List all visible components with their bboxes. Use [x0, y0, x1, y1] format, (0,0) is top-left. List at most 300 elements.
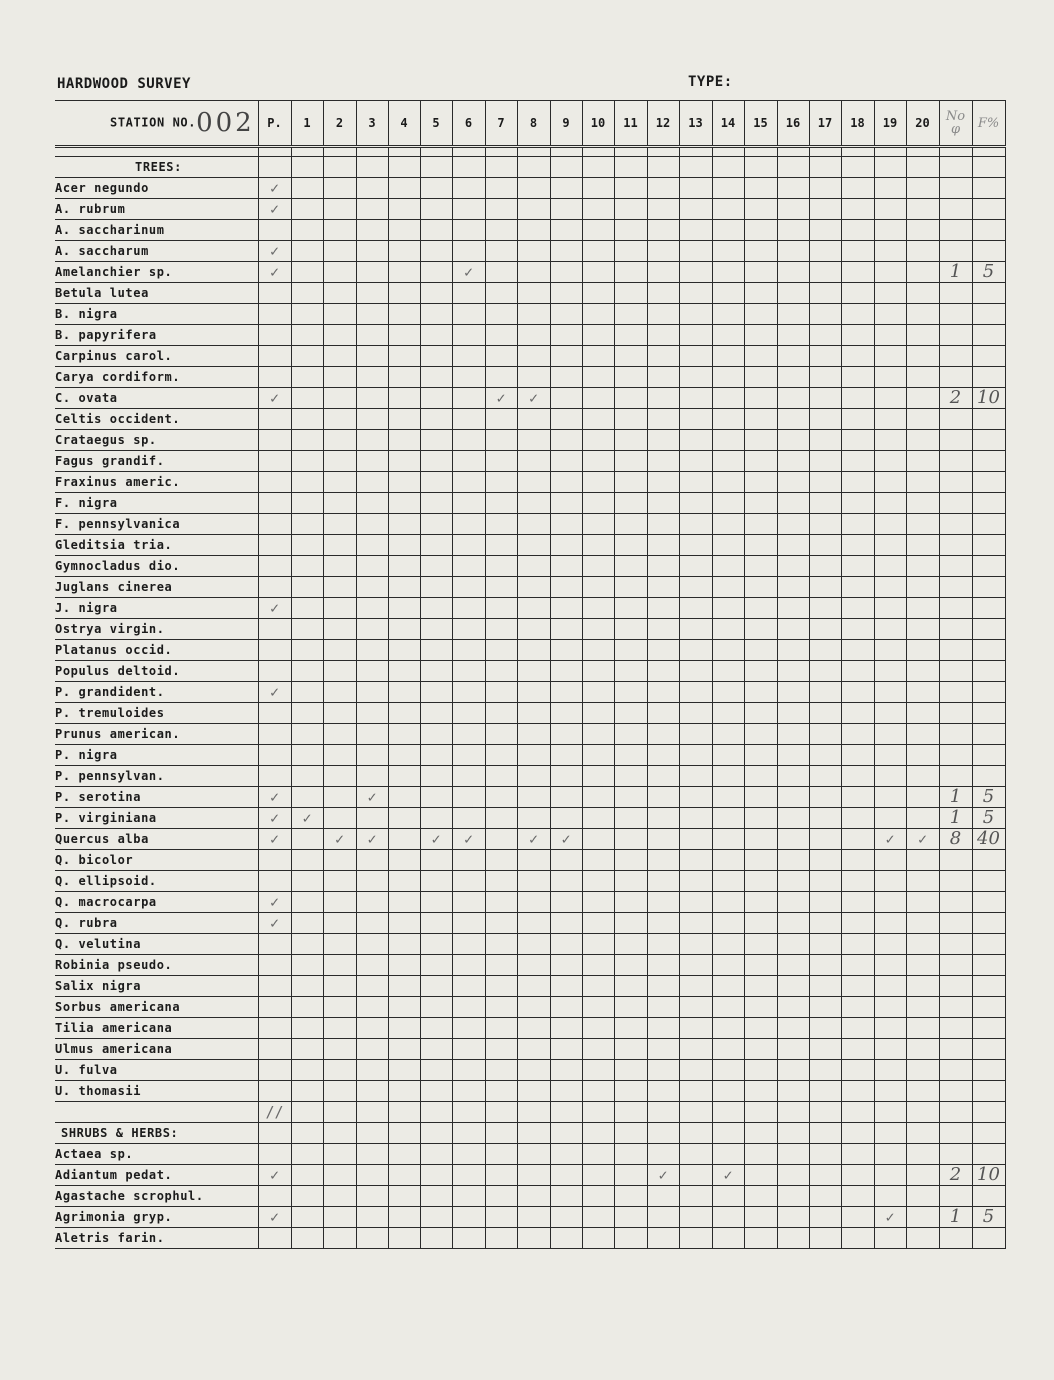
empty-cell	[582, 472, 614, 493]
no-count-cell	[939, 409, 972, 430]
empty-cell	[712, 409, 744, 430]
empty-cell	[906, 745, 939, 766]
empty-cell	[647, 892, 679, 913]
empty-cell	[614, 157, 647, 178]
empty-cell	[485, 724, 517, 745]
empty-cell	[647, 640, 679, 661]
p-cell	[258, 1123, 291, 1144]
empty-cell	[517, 556, 550, 577]
empty-cell	[550, 997, 582, 1018]
empty-cell	[517, 178, 550, 199]
empty-cell	[614, 1207, 647, 1228]
empty-cell	[712, 976, 744, 997]
empty-cell	[420, 808, 452, 829]
empty-cell	[841, 1207, 874, 1228]
species-row	[55, 577, 1005, 598]
empty-cell	[614, 283, 647, 304]
p-check-cell: ✓	[258, 598, 291, 619]
empty-cell	[906, 997, 939, 1018]
empty-cell	[647, 1102, 679, 1123]
empty-cell	[614, 1039, 647, 1060]
empty-cell	[777, 514, 809, 535]
empty-cell	[291, 157, 323, 178]
empty-cell	[777, 304, 809, 325]
empty-cell	[582, 682, 614, 703]
empty-cell	[452, 1207, 485, 1228]
empty-cell	[614, 661, 647, 682]
empty-cell	[809, 745, 841, 766]
empty-cell	[874, 892, 906, 913]
p-check-cell	[258, 1228, 291, 1249]
species-row	[55, 556, 1005, 577]
species-name: J. nigra	[55, 598, 258, 619]
species-row	[55, 241, 1005, 262]
empty-cell	[420, 955, 452, 976]
empty-cell	[452, 1186, 485, 1207]
empty-cell	[874, 157, 906, 178]
empty-cell	[809, 1039, 841, 1060]
empty-cell	[712, 283, 744, 304]
empty-cell	[647, 304, 679, 325]
empty-cell	[517, 220, 550, 241]
empty-cell	[323, 976, 356, 997]
empty-cell	[712, 325, 744, 346]
empty-cell	[550, 1144, 582, 1165]
empty-cell	[647, 283, 679, 304]
empty-cell	[291, 1144, 323, 1165]
empty-cell	[712, 997, 744, 1018]
empty-cell	[744, 724, 777, 745]
empty-cell	[582, 1060, 614, 1081]
empty-cell	[712, 451, 744, 472]
empty-cell	[291, 178, 323, 199]
empty-cell	[614, 178, 647, 199]
empty-cell	[291, 1228, 323, 1249]
no-count-cell	[939, 850, 972, 871]
empty-cell	[874, 1039, 906, 1060]
empty-cell	[777, 703, 809, 724]
column-number-header: 3	[356, 101, 388, 147]
empty-cell	[485, 493, 517, 514]
empty-cell	[712, 745, 744, 766]
empty-cell	[485, 661, 517, 682]
empty-cell	[647, 199, 679, 220]
empty-cell	[550, 850, 582, 871]
empty-cell	[614, 913, 647, 934]
empty-cell	[420, 535, 452, 556]
species-name: F. pennsylvanica	[55, 514, 258, 535]
empty-cell	[323, 535, 356, 556]
empty-cell	[356, 724, 388, 745]
empty-cell	[777, 283, 809, 304]
species-name: U. fulva	[55, 1060, 258, 1081]
empty-cell	[291, 787, 323, 808]
empty-cell	[323, 409, 356, 430]
empty-cell	[452, 1144, 485, 1165]
empty-cell	[582, 913, 614, 934]
empty-cell	[452, 577, 485, 598]
species-name: F. nigra	[55, 493, 258, 514]
empty-cell	[550, 1018, 582, 1039]
empty-cell	[452, 682, 485, 703]
empty-cell	[452, 325, 485, 346]
freq-cell	[972, 934, 1005, 955]
empty-cell	[712, 178, 744, 199]
p-check-cell	[258, 409, 291, 430]
empty-cell	[809, 682, 841, 703]
empty-cell	[388, 178, 420, 199]
empty-cell	[712, 724, 744, 745]
empty-cell	[291, 220, 323, 241]
empty-cell	[679, 556, 712, 577]
empty-cell	[388, 556, 420, 577]
no-count-cell	[939, 1228, 972, 1249]
empty-cell	[452, 304, 485, 325]
p-check-cell: ✓	[258, 199, 291, 220]
empty-cell	[452, 1165, 485, 1186]
empty-cell	[744, 703, 777, 724]
empty-cell	[550, 913, 582, 934]
empty-cell	[452, 1039, 485, 1060]
empty-cell	[906, 556, 939, 577]
empty-cell	[485, 472, 517, 493]
freq-cell	[972, 1228, 1005, 1249]
empty-cell	[679, 346, 712, 367]
empty-cell	[517, 325, 550, 346]
empty-cell	[582, 241, 614, 262]
check-mark-cell: ✓	[323, 829, 356, 850]
empty-cell	[582, 409, 614, 430]
empty-cell	[388, 850, 420, 871]
empty-cell	[614, 766, 647, 787]
empty-cell	[582, 367, 614, 388]
empty-cell	[582, 535, 614, 556]
empty-cell	[679, 1186, 712, 1207]
empty-cell	[777, 220, 809, 241]
species-row	[55, 934, 1005, 955]
species-name: A. rubrum	[55, 199, 258, 220]
empty-cell	[485, 147, 517, 157]
empty-cell	[323, 1165, 356, 1186]
empty-cell	[614, 577, 647, 598]
empty-cell	[874, 619, 906, 640]
empty-cell	[582, 199, 614, 220]
p-check-cell: ✓	[258, 913, 291, 934]
empty-cell	[550, 682, 582, 703]
empty-cell	[323, 1123, 356, 1144]
no-count-cell: 1	[939, 787, 972, 808]
empty-cell	[777, 955, 809, 976]
empty-cell	[323, 388, 356, 409]
empty-cell	[679, 934, 712, 955]
empty-cell	[712, 703, 744, 724]
check-mark-cell: ✓	[712, 1165, 744, 1186]
empty-cell	[906, 157, 939, 178]
empty-cell	[485, 1039, 517, 1060]
empty-cell	[517, 1039, 550, 1060]
empty-cell	[582, 703, 614, 724]
empty-cell	[291, 640, 323, 661]
empty-cell	[356, 1165, 388, 1186]
empty-cell	[485, 556, 517, 577]
empty-cell	[291, 535, 323, 556]
p-check-cell	[258, 871, 291, 892]
empty-cell	[517, 976, 550, 997]
empty-cell	[679, 577, 712, 598]
empty-cell	[647, 1039, 679, 1060]
column-number-header: 5	[420, 101, 452, 147]
empty-cell	[679, 388, 712, 409]
empty-cell	[420, 514, 452, 535]
empty-cell	[420, 598, 452, 619]
empty-cell	[420, 997, 452, 1018]
empty-cell	[517, 1186, 550, 1207]
empty-cell	[841, 388, 874, 409]
empty-cell	[356, 1018, 388, 1039]
empty-cell	[777, 147, 809, 157]
empty-cell	[388, 367, 420, 388]
empty-cell	[517, 934, 550, 955]
empty-cell	[712, 892, 744, 913]
empty-cell	[420, 850, 452, 871]
empty-cell	[777, 367, 809, 388]
empty-cell	[841, 913, 874, 934]
no-count-cell	[939, 178, 972, 199]
empty-cell	[614, 871, 647, 892]
empty-cell	[485, 157, 517, 178]
empty-cell	[582, 451, 614, 472]
empty-cell	[550, 766, 582, 787]
gap-row	[55, 147, 1005, 157]
empty-cell	[712, 640, 744, 661]
empty-cell	[679, 178, 712, 199]
empty-cell	[906, 514, 939, 535]
no-count-cell	[939, 493, 972, 514]
empty-cell	[291, 304, 323, 325]
empty-cell	[906, 661, 939, 682]
empty-cell	[420, 619, 452, 640]
empty-cell	[809, 850, 841, 871]
empty-cell	[420, 220, 452, 241]
species-row	[55, 283, 1005, 304]
empty-cell	[614, 808, 647, 829]
empty-cell	[388, 766, 420, 787]
empty-cell	[777, 829, 809, 850]
empty-cell	[582, 1228, 614, 1249]
species-name: Celtis occident.	[55, 409, 258, 430]
species-row	[55, 388, 1005, 409]
empty-cell	[841, 1186, 874, 1207]
empty-cell	[550, 388, 582, 409]
empty-cell	[841, 808, 874, 829]
empty-cell	[452, 535, 485, 556]
station-label: STATION NO.	[110, 115, 197, 130]
empty-cell	[647, 493, 679, 514]
empty-cell	[906, 388, 939, 409]
empty-cell	[388, 703, 420, 724]
species-row	[55, 1228, 1005, 1249]
check-mark-cell: ✓	[356, 787, 388, 808]
empty-cell	[809, 1228, 841, 1249]
empty-cell	[420, 472, 452, 493]
no-count-cell	[939, 304, 972, 325]
empty-cell	[517, 682, 550, 703]
empty-cell	[323, 178, 356, 199]
empty-cell	[679, 325, 712, 346]
empty-cell	[841, 661, 874, 682]
freq-cell	[972, 976, 1005, 997]
species-name: Juglans cinerea	[55, 577, 258, 598]
freq-cell	[972, 514, 1005, 535]
empty-cell	[550, 409, 582, 430]
empty-cell	[809, 661, 841, 682]
empty-cell	[679, 1165, 712, 1186]
empty-cell	[874, 199, 906, 220]
empty-cell	[679, 619, 712, 640]
empty-cell	[485, 325, 517, 346]
empty-cell	[906, 472, 939, 493]
empty-cell	[906, 1060, 939, 1081]
empty-cell	[679, 724, 712, 745]
empty-cell	[582, 283, 614, 304]
empty-cell	[744, 871, 777, 892]
empty-cell	[712, 388, 744, 409]
empty-cell	[388, 1207, 420, 1228]
empty-cell	[614, 535, 647, 556]
empty-cell	[485, 1123, 517, 1144]
empty-cell	[582, 892, 614, 913]
empty-cell	[906, 220, 939, 241]
no-count-cell	[939, 556, 972, 577]
empty-cell	[712, 220, 744, 241]
empty-cell	[452, 997, 485, 1018]
empty-cell	[356, 367, 388, 388]
empty-cell	[356, 1186, 388, 1207]
p-check-cell	[258, 346, 291, 367]
empty-cell	[809, 619, 841, 640]
empty-cell	[388, 147, 420, 157]
empty-cell	[841, 640, 874, 661]
empty-cell	[582, 1102, 614, 1123]
column-number-header: 12	[647, 101, 679, 147]
empty-cell	[291, 1039, 323, 1060]
empty-cell	[356, 388, 388, 409]
empty-cell	[517, 514, 550, 535]
empty-cell	[356, 766, 388, 787]
empty-cell	[874, 325, 906, 346]
freq-cell	[972, 640, 1005, 661]
empty-cell	[614, 703, 647, 724]
empty-cell	[679, 1039, 712, 1060]
empty-cell	[356, 1144, 388, 1165]
empty-cell	[744, 367, 777, 388]
empty-cell	[647, 1186, 679, 1207]
empty-cell	[906, 1228, 939, 1249]
empty-cell	[874, 220, 906, 241]
empty-cell	[679, 871, 712, 892]
empty-cell	[679, 787, 712, 808]
empty-cell	[582, 262, 614, 283]
species-name: Fagus grandif.	[55, 451, 258, 472]
empty-cell	[614, 1144, 647, 1165]
column-number-header: 8	[517, 101, 550, 147]
empty-cell	[420, 934, 452, 955]
empty-cell	[841, 1144, 874, 1165]
empty-cell	[906, 955, 939, 976]
empty-cell	[323, 1144, 356, 1165]
empty-cell	[744, 1018, 777, 1039]
empty-cell	[906, 850, 939, 871]
empty-cell	[582, 1207, 614, 1228]
species-row	[55, 976, 1005, 997]
no-sub-label: φ	[950, 122, 961, 137]
empty-cell	[809, 1018, 841, 1039]
empty-cell	[485, 598, 517, 619]
empty-cell	[420, 493, 452, 514]
empty-cell	[874, 1144, 906, 1165]
empty-cell	[550, 325, 582, 346]
empty-cell	[777, 724, 809, 745]
empty-cell	[388, 1018, 420, 1039]
empty-cell	[874, 787, 906, 808]
empty-cell	[841, 787, 874, 808]
species-row	[55, 619, 1005, 640]
empty-cell	[291, 724, 323, 745]
freq-cell	[972, 1060, 1005, 1081]
p-check-cell: ✓	[258, 178, 291, 199]
empty-cell	[323, 1186, 356, 1207]
empty-cell	[712, 619, 744, 640]
empty-cell	[356, 220, 388, 241]
empty-cell	[582, 724, 614, 745]
empty-cell	[841, 1039, 874, 1060]
empty-cell	[744, 556, 777, 577]
empty-cell	[291, 1186, 323, 1207]
empty-cell	[679, 493, 712, 514]
empty-cell	[356, 241, 388, 262]
species-name: P. serotina	[55, 787, 258, 808]
empty-cell	[906, 934, 939, 955]
empty-cell	[550, 1207, 582, 1228]
empty-cell	[906, 598, 939, 619]
p-check-cell	[258, 304, 291, 325]
species-row	[55, 472, 1005, 493]
freq-cell	[972, 871, 1005, 892]
empty-cell	[712, 682, 744, 703]
empty-cell	[906, 178, 939, 199]
empty-cell	[777, 388, 809, 409]
empty-cell	[777, 325, 809, 346]
empty-cell	[841, 976, 874, 997]
empty-cell	[323, 220, 356, 241]
empty-cell	[712, 556, 744, 577]
empty-cell	[582, 598, 614, 619]
empty-cell	[647, 178, 679, 199]
empty-cell	[420, 577, 452, 598]
no-count-cell	[939, 892, 972, 913]
empty-cell	[388, 1081, 420, 1102]
empty-cell	[517, 1165, 550, 1186]
empty-cell	[388, 955, 420, 976]
p-check-cell	[258, 430, 291, 451]
empty-cell	[744, 1186, 777, 1207]
empty-cell	[647, 556, 679, 577]
empty-cell	[291, 619, 323, 640]
empty-cell	[777, 262, 809, 283]
species-row	[55, 724, 1005, 745]
empty-cell	[647, 997, 679, 1018]
freq-cell	[972, 1018, 1005, 1039]
